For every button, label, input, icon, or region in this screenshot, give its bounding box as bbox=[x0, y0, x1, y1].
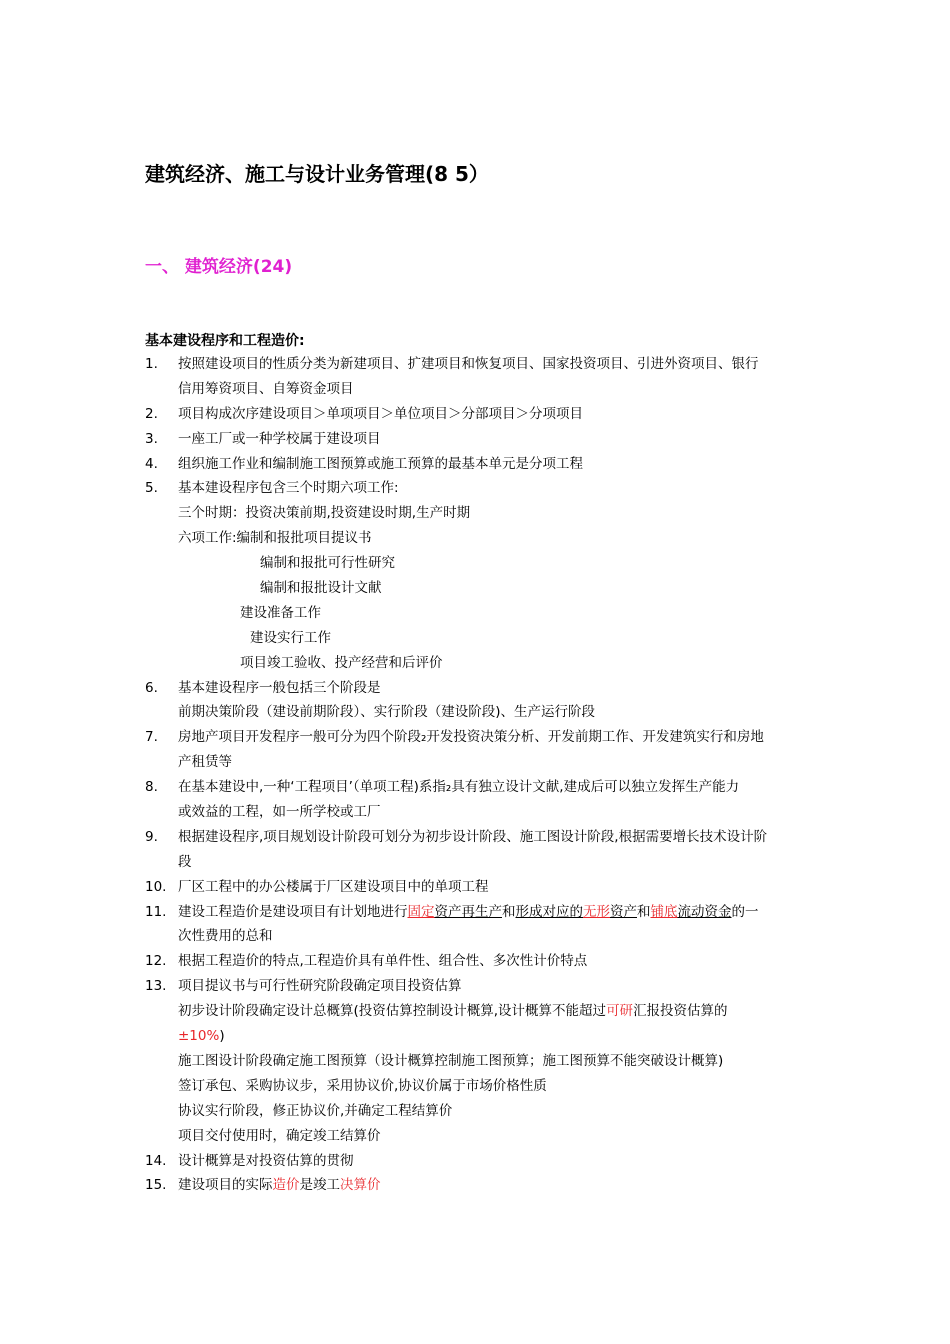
item-text: 在基本建设中,一种‘工程项目’（单项工程)系指₂具有独立设计文献,建成后可以独立发挥生产能力 bbox=[178, 779, 740, 796]
list-item-continuation bbox=[145, 700, 810, 725]
item-text: 设计概算是对投资估算的贯彻 bbox=[178, 1152, 354, 1169]
item-number: 5. bbox=[145, 480, 158, 497]
item-number: 13. bbox=[145, 978, 167, 995]
item-text bbox=[178, 900, 759, 925]
item-text: 或效益的工程，如一所学校或工厂 bbox=[178, 804, 381, 821]
item-number: 10. bbox=[145, 878, 167, 895]
list-item-continuation bbox=[145, 1124, 810, 1149]
list-item bbox=[145, 775, 810, 800]
text-run: 的一 bbox=[731, 903, 759, 920]
item-text bbox=[178, 999, 728, 1024]
list-item-continuation bbox=[145, 999, 810, 1024]
text-run: 建设工程造价是建设项目有计划地进行 bbox=[178, 903, 408, 920]
item-text: 前期决策阶段（建设前期阶段）、实行阶段（建设阶段)、生产运行阶段 bbox=[178, 704, 596, 721]
item-number: 2. bbox=[145, 405, 158, 422]
text-run: 建设项目的实际 bbox=[178, 1177, 273, 1194]
item-number: 9. bbox=[145, 828, 158, 845]
list-item-continuation bbox=[145, 800, 810, 825]
item-text: 按照建设项目的性质分类为新建项目、扩建项目和恢复项目、国家投资项目、引进外资项目、银行 bbox=[178, 356, 759, 372]
item-number: 7. bbox=[145, 729, 158, 746]
highlight-text: 固定 bbox=[407, 903, 435, 920]
list-item bbox=[145, 1149, 810, 1174]
item-text: 六项工作:编制和报批项目提议书 bbox=[178, 530, 372, 547]
list-item bbox=[145, 949, 810, 974]
item-number: 4. bbox=[145, 455, 158, 472]
list-item-continuation bbox=[145, 651, 810, 676]
item-text: 次性费用的总和 bbox=[178, 928, 273, 945]
item-number: 12. bbox=[145, 953, 167, 970]
item-text: 房地产项目开发程序一般可分为四个阶段₂开发投资决策分析、开发前期工作、开发建筑实行和房地 bbox=[178, 729, 764, 746]
item-text: 根据工程造价的特点,工程造价具有单件性、组合性、多次性计价特点 bbox=[178, 953, 588, 970]
list-item-continuation bbox=[145, 526, 810, 551]
item-text: 签订承包、采购协议步，采用协议价,协议价属于市场价格性质 bbox=[178, 1077, 547, 1094]
list-item bbox=[145, 427, 810, 452]
list-item bbox=[145, 900, 810, 925]
item-number: 11. bbox=[145, 903, 167, 920]
text-run: 是竣工 bbox=[299, 1177, 340, 1194]
item-text: 编制和报批设计文献 bbox=[260, 580, 382, 597]
list-item-continuation bbox=[145, 576, 810, 601]
list-item bbox=[145, 402, 810, 427]
list-item bbox=[145, 352, 810, 377]
item-text: 根据建设程序,项目规划设计阶段可划分为初步设计阶段、施工图设计阶段,根据需要增长技术设计阶 bbox=[178, 828, 768, 845]
item-text: 产租赁等 bbox=[178, 754, 232, 771]
list-item bbox=[145, 476, 810, 501]
list-item bbox=[145, 825, 810, 850]
item-number: 1. bbox=[145, 356, 158, 372]
highlight-text: 可研 bbox=[606, 1003, 634, 1020]
item-text: 项目构成次序建设项目＞单项项目＞单位项目＞分部项目＞分项项目 bbox=[178, 405, 583, 422]
list-item-continuation bbox=[145, 1074, 810, 1099]
text-run: 汇报投资估算的 bbox=[633, 1003, 728, 1020]
highlight-text: 铺底 bbox=[650, 903, 678, 920]
list-item-continuation bbox=[145, 924, 810, 949]
item-text: 编制和报批可行性研究 bbox=[260, 555, 395, 572]
list-item bbox=[145, 974, 810, 999]
item-text: 建设实行工作 bbox=[250, 629, 331, 646]
list-item-continuation bbox=[145, 1049, 810, 1074]
underlined-text: 资产 bbox=[610, 903, 637, 920]
list-item-continuation bbox=[145, 626, 810, 651]
list-item-continuation bbox=[145, 501, 810, 526]
text-run: ) bbox=[219, 1028, 225, 1045]
section-title: 一、 建筑经济(24) bbox=[145, 257, 293, 277]
item-text: 段 bbox=[178, 853, 192, 870]
list-item bbox=[145, 875, 810, 900]
item-list bbox=[145, 352, 810, 1198]
item-text: 项目交付使用时，确定竣工结算价 bbox=[178, 1127, 381, 1144]
item-text: 建设准备工作 bbox=[240, 604, 321, 621]
list-item-continuation bbox=[145, 850, 810, 875]
item-text: 一座工厂或一种学校属于建设项目 bbox=[178, 430, 381, 447]
list-item bbox=[145, 452, 810, 477]
item-text: 基本建设程序包含三个时期六项工作: bbox=[178, 480, 399, 497]
list-item bbox=[145, 725, 810, 750]
item-number: 14. bbox=[145, 1152, 167, 1169]
item-text: 组织施工作业和编制施工图预算或施工预算的最基本单元是分项工程 bbox=[178, 455, 583, 472]
list-item-continuation bbox=[145, 601, 810, 626]
item-number: 8. bbox=[145, 779, 158, 796]
item-text: 信用筹资项目、自筹资金项目 bbox=[178, 380, 354, 397]
list-item-continuation bbox=[145, 750, 810, 775]
item-number: 15. bbox=[145, 1177, 167, 1194]
item-text: 厂区工程中的办公楼属于厂区建设项目中的单项工程 bbox=[178, 878, 489, 895]
text-run: 和 bbox=[637, 903, 651, 920]
item-text: 项目竣工验收、投产经营和后评价 bbox=[240, 654, 443, 671]
highlight-text: ±10% bbox=[178, 1028, 220, 1045]
item-text bbox=[178, 1024, 225, 1049]
highlight-text: 决算价 bbox=[340, 1177, 381, 1194]
list-item bbox=[145, 1173, 810, 1198]
text-run: 初步设计阶段确定设计总概算(投资估算控制设计概算,设计概算不能超过 bbox=[178, 1003, 607, 1020]
list-item-continuation bbox=[145, 1099, 810, 1124]
highlight-text: 无形 bbox=[583, 903, 610, 920]
highlight-text: 造价 bbox=[272, 1177, 300, 1194]
item-text bbox=[178, 1173, 381, 1198]
document-title: 建筑经济、施工与设计业务管理(8 5） bbox=[145, 162, 489, 186]
list-item bbox=[145, 676, 810, 701]
item-number: 3. bbox=[145, 430, 158, 447]
list-item-continuation bbox=[145, 377, 810, 402]
underlined-text: 流动资金 bbox=[677, 903, 732, 920]
item-text: 基本建设程序一般包括三个阶段是 bbox=[178, 679, 381, 696]
list-item-continuation bbox=[145, 1024, 810, 1049]
item-number: 6. bbox=[145, 679, 158, 696]
item-text: 施工图设计阶段确定施工图预算（设计概算控制施工图预算；施工图预算不能突破设计概算) bbox=[178, 1052, 724, 1069]
item-text: 三个时期：投资决策前期,投资建设时期,生产时期 bbox=[178, 505, 471, 522]
list-item-continuation bbox=[145, 551, 810, 576]
item-text: 项目提议书与可行性研究阶段确定项目投资估算 bbox=[178, 978, 462, 995]
underlined-text: 资产再生产 bbox=[434, 903, 502, 920]
subsection-title: 基本建设程序和工程造价: bbox=[145, 333, 305, 349]
underlined-text: 形成对应的 bbox=[515, 903, 583, 920]
item-text: 协议实行阶段，修正协议价,并确定工程结算价 bbox=[178, 1102, 453, 1119]
text-run: 和 bbox=[502, 903, 516, 920]
